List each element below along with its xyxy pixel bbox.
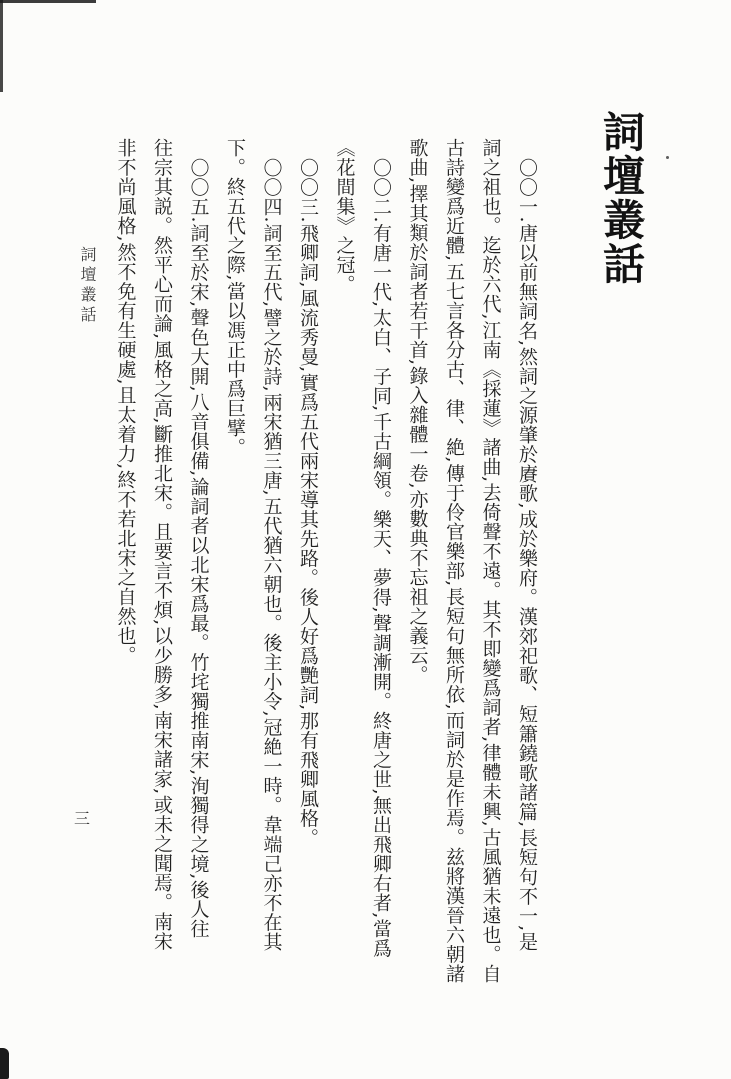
- text-column: 下。終五代之際,當以馮正中爲巨擘。: [224, 138, 246, 457]
- text-column: 古詩變爲近體,五七言各分古、律、絶,傳于伶官樂部,長短句無所依,而詞於是作焉。兹將漢晉六朝諸: [443, 138, 465, 984]
- text-column-entry-003: 〇〇三.飛卿詞,風流秀曼,實爲五代兩宋導其先路。後人好爲艷詞,那有飛卿風格。: [297, 157, 319, 847]
- text-column-entry-005: 〇〇五.詞至於宋,聲色大開,八音俱備,論詞者以北宋爲最。竹垞獨推南宋,洵獨得之境,後人往: [187, 157, 210, 938]
- scan-artifact: [0, 1048, 9, 1079]
- scan-artifact: [0, 0, 3, 92]
- text-column-entry-001: 〇〇一.唐以前無詞名,然詞之源肇於賡歌,成於樂府。漢郊祀歌、短簫鐃歌諸篇,長短句不一,是: [516, 157, 538, 951]
- scan-artifact: [0, 0, 96, 3]
- text-column-entry-004: 〇〇四.詞至五代,譬之於詩,兩宋猶三唐,五代猶六朝也。後主小令,冠絶一時。韋端己亦不在其: [260, 157, 283, 951]
- text-column: 往宗其説。然平心而論,風格之高,斷推北宋。且要言不煩,以少勝多,南宋諸家,或未之聞焉。南宋: [151, 138, 173, 951]
- running-header: 詞壇叢話: [78, 246, 97, 326]
- text-column: 非不尚風格,然不免有生硬處,且太着力,終不若北宋之自然也。: [114, 138, 137, 665]
- text-column-entry-002: 〇〇二.有唐一代,太白、子同,千古綱領。樂天、夢得,聲調漸開。終唐之世,無出飛卿右者,當爲: [370, 157, 392, 958]
- text-column: 《花間集》之冠。: [333, 138, 356, 294]
- text-column: 詞之祖也。迄於六代,江南《採蓮》諸曲,去倚聲不遠。其不即變爲詞者,律體未興,古風猶未遠也。自: [479, 138, 502, 984]
- page-title: 詞壇叢話: [597, 110, 646, 286]
- text-column: 歌曲,擇其類於詞者若干首,錄入雜體一卷,亦數典不忘祖之義云。: [406, 138, 429, 685]
- page-number: 三: [74, 809, 91, 828]
- text-block: [107, 138, 545, 1043]
- scan-speck: [666, 156, 669, 159]
